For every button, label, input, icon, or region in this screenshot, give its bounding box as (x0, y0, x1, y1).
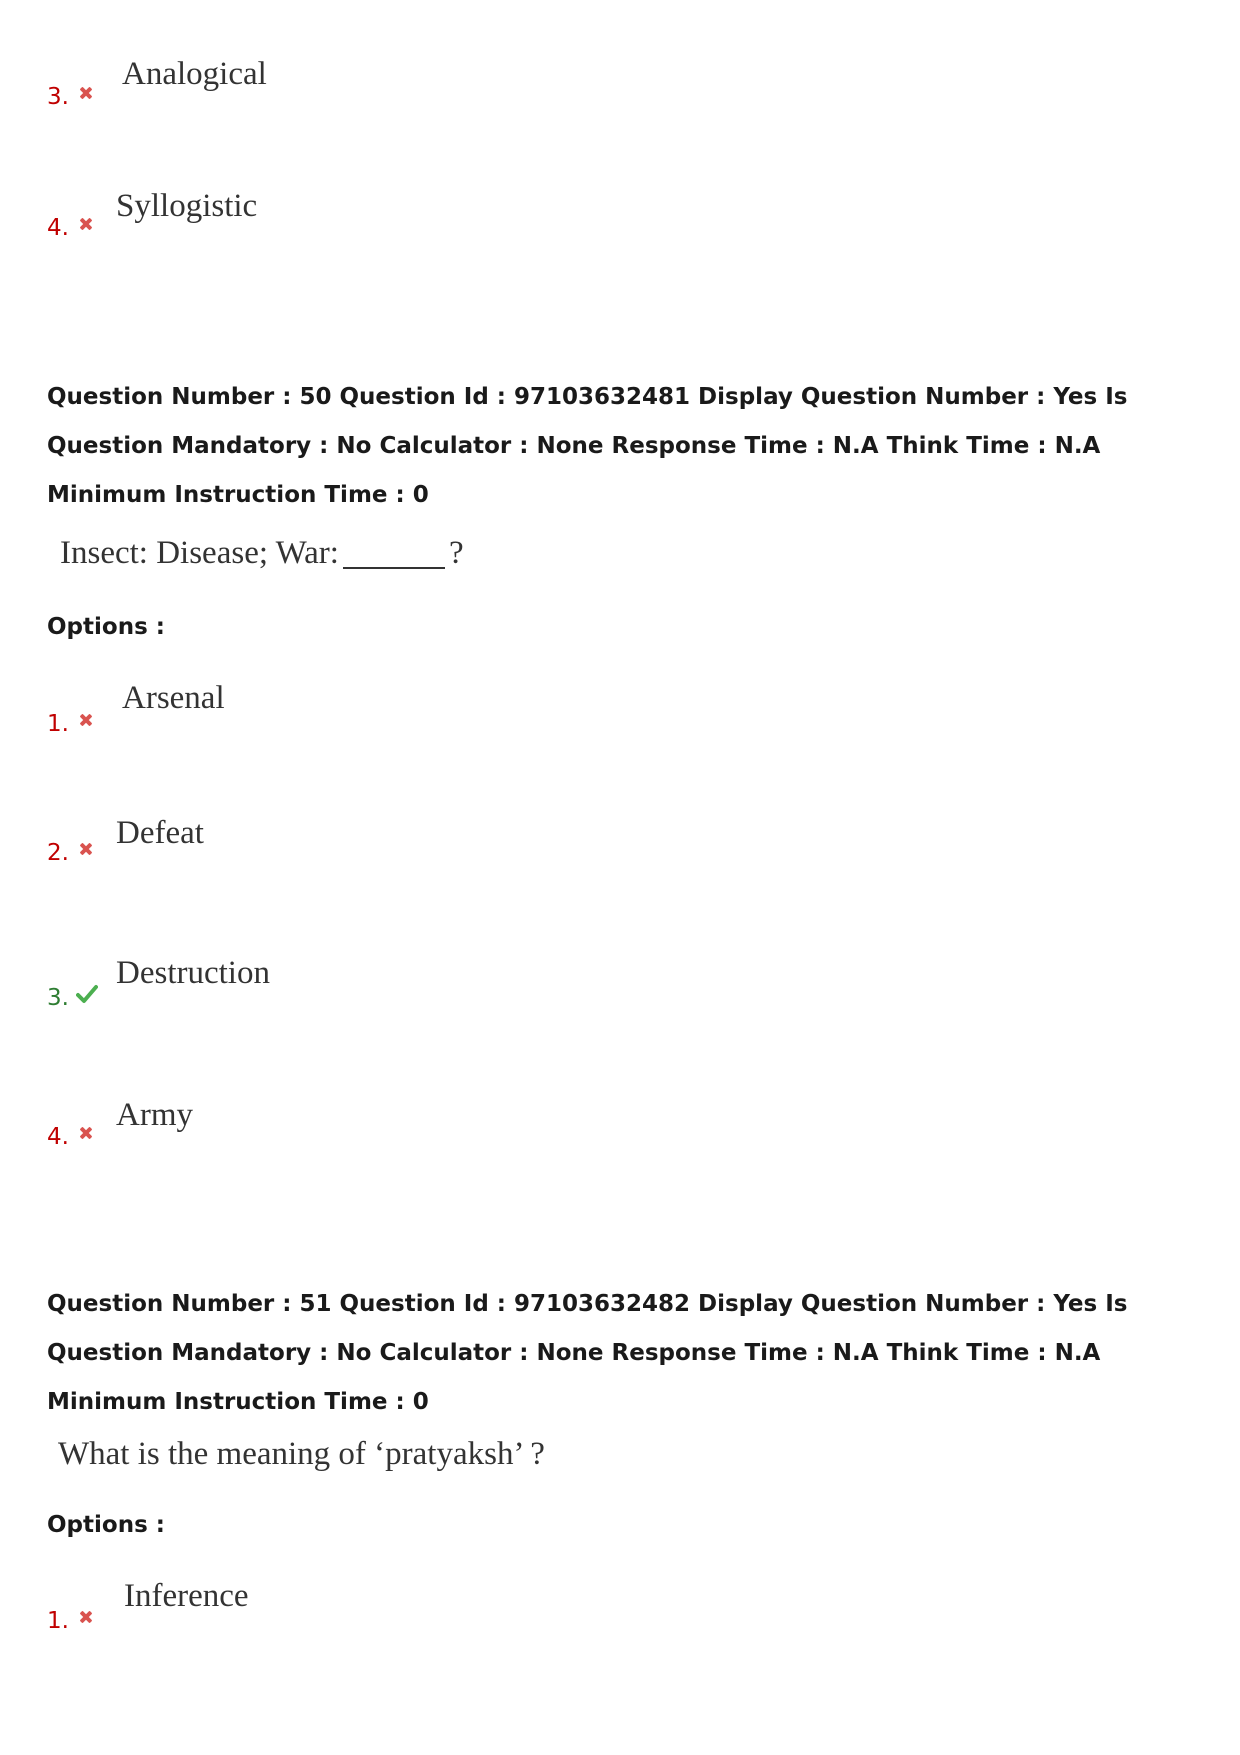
options-label: Options : (47, 1512, 165, 1538)
option-text: Inference (124, 1578, 249, 1614)
option-text: Army (116, 1097, 193, 1133)
option-number: 1. (47, 1608, 69, 1634)
question-50-meta: Question Number : 50 Question Id : 97103632481 Display Question Number : Yes Is Question Mandatory : No Calculator : None Response Time : N.A Think Time : N.A Minimum Instruction Time : 0 (47, 384, 1128, 508)
answer-blank (343, 567, 445, 569)
option-number: 2. (47, 840, 69, 866)
question-50-text (60, 535, 464, 572)
option-number: 3. (47, 985, 69, 1011)
option-number: 1. (47, 711, 69, 737)
wrong-cross-icon (79, 1126, 93, 1140)
question-51-text: What is the meaning of ‘pratyaksh’ ? (58, 1436, 545, 1472)
option-text: Syllogistic (116, 188, 258, 224)
options-label: Options : (47, 614, 165, 640)
question-text-after-blank: ? (448, 535, 464, 571)
question-51-meta: Question Number : 51 Question Id : 97103632482 Display Question Number : Yes Is Question Mandatory : No Calculator : None Response Time : N.A Think Time : N.A Minimum Instruction Time : 0 (47, 1291, 1128, 1415)
wrong-cross-icon (79, 217, 93, 231)
wrong-cross-icon (79, 713, 93, 727)
option-text: Arsenal (122, 680, 225, 716)
option-text: Destruction (116, 955, 270, 991)
correct-check-icon (76, 984, 90, 998)
wrong-cross-icon (79, 1610, 93, 1624)
option-text: Analogical (122, 56, 267, 92)
option-text: Defeat (116, 815, 204, 851)
question-text-before-blank: Insect: Disease; War: (60, 535, 339, 571)
wrong-cross-icon (79, 842, 93, 856)
option-number: 4. (47, 215, 69, 241)
option-number: 3. (47, 84, 69, 110)
option-number: 4. (47, 1124, 69, 1150)
wrong-cross-icon (79, 86, 93, 100)
